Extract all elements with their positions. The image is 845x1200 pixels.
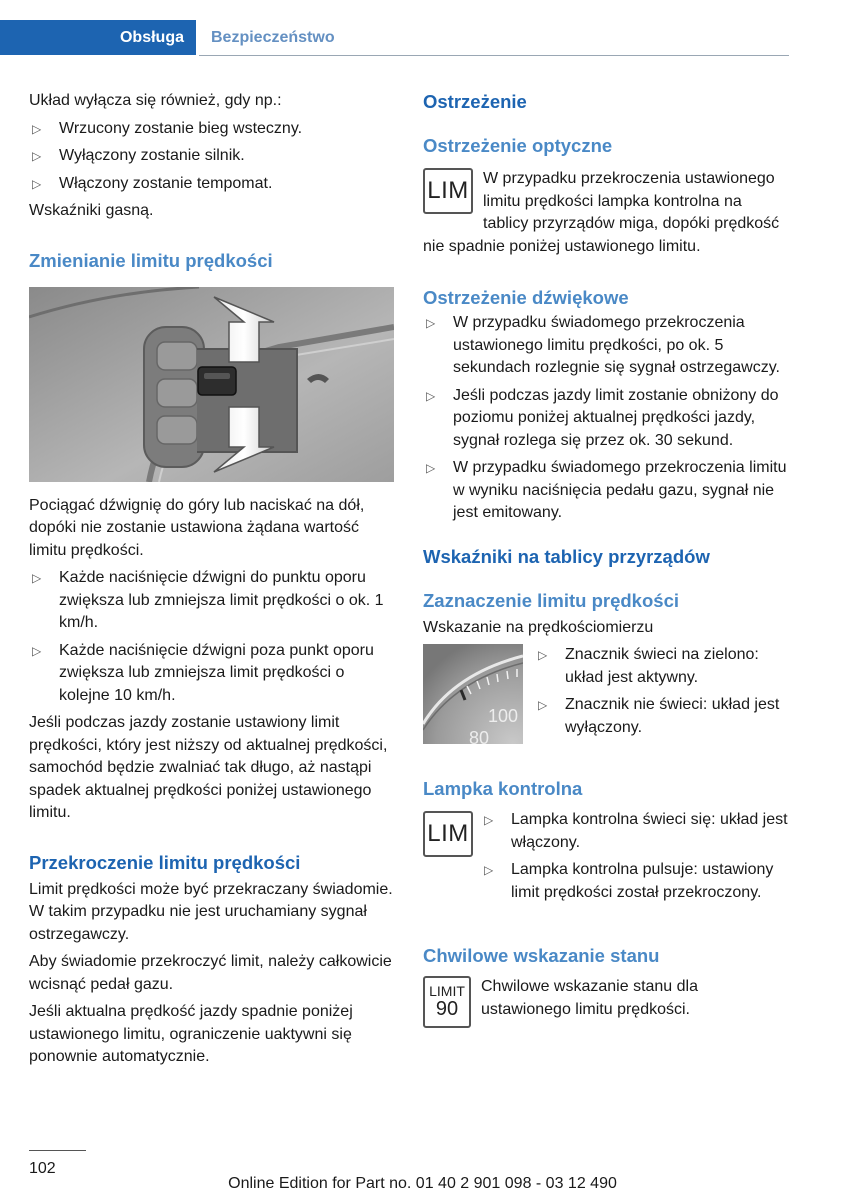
section-heading-warning: Ostrzeżenie xyxy=(423,91,527,112)
exceed-paragraph-3: Jeśli aktualna prędkość jazdy spadnie poniżej ustawionego limitu, ograniczenie uaktywni się ponownie automatycznie. xyxy=(29,1003,353,1065)
optical-text: W przypadku przekroczenia ustawionego limitu prędkości lampka kontrolna na tablicy przyrządów miga, dopóki prędkość nie spadnie poniżej ustawionego limitu. xyxy=(423,170,780,255)
list-item: ▷ Każde naciśnięcie dźwigni do punktu oporu zwiększa lub zmniejsza limit prędkości o ok. 1 km/h. xyxy=(29,567,394,635)
left-column xyxy=(29,90,394,1074)
lim-indicator-icon xyxy=(423,168,473,214)
list-item: ▷ Jeśli podczas jazdy limit zostanie obniżony do poziomu poniżej aktualnej prędkości jazdy, sygnał rozlega się przez ok. 30 sekund. xyxy=(423,385,788,453)
speedo-label-100: 100 xyxy=(488,706,519,726)
lim-icon-label: LIM xyxy=(427,176,469,204)
section-heading-exceed-limit: Przekroczenie limitu prędkości xyxy=(29,851,301,873)
list-item: ▷ Każde naciśnięcie dźwigni poza punkt oporu zwiększa lub zmniejsza limit prędkości o kolejne 10 km/h. xyxy=(29,640,394,708)
section-heading-change-limit: Zmienianie limitu prędkości xyxy=(29,249,273,271)
intro-list xyxy=(29,118,394,196)
exceed-paragraph-2: Aby świadomie przekroczyć limit, należy całkowicie wcisnąć pedał gazu. xyxy=(29,953,392,993)
limit-word: LIMIT xyxy=(429,983,465,1000)
list-item: ▷ Znacznik świeci na zielono: układ jest aktywny. xyxy=(535,644,788,689)
list-item: ▷ Lampka kontrolna pulsuje: ustawiony limit prędkości został przekroczony. xyxy=(481,859,788,904)
header-tab-bezpieczenstwo xyxy=(199,20,335,55)
list-item: ▷ Wyłączony zostanie silnik. xyxy=(29,145,394,168)
edition-note: Online Edition for Part no. 01 40 2 901 098 - 03 12 490 xyxy=(228,1175,617,1192)
header-rule xyxy=(199,55,789,56)
speedo-label-80: 80 xyxy=(469,728,490,744)
section-heading-optical: Ostrzeżenie optyczne xyxy=(423,135,613,156)
section-heading-lamp: Lampka kontrolna xyxy=(423,778,583,799)
limit-value: 90 xyxy=(435,997,459,1020)
header-tab-label: Obsługa xyxy=(119,28,184,46)
list-item: ▷ W przypadku świadomego przekroczenia limitu w wyniku naciśnięcia pedału gazu, sygnał nie jest emitowany. xyxy=(423,457,788,525)
footer-rule xyxy=(29,1150,86,1151)
steering-wheel-illustration xyxy=(29,287,394,482)
list-item: ▷ W przypadku świadomego przekroczenia ustawionego limitu prędkości, po ok. 5 sekundach rozlegnie się sygnał ostrzegawczy. xyxy=(423,312,788,380)
acoustic-list xyxy=(423,312,788,525)
section-heading-status: Chwilowe wskazanie stanu xyxy=(423,945,660,966)
list-item: ▷ Znacznik nie świeci: układ jest wyłączony. xyxy=(535,694,788,739)
change-paragraph: Pociągać dźwignię do góry lub naciskać na dół, dopóki nie zostanie ustawiona żądana wartość limitu prędkości. xyxy=(29,496,365,559)
section-heading-indicators: Wskaźniki na tablicy przyrządów xyxy=(423,545,710,567)
mark-list xyxy=(535,644,788,744)
list-item: ▷ Wrzucony zostanie bieg wsteczny. xyxy=(29,118,394,141)
list-item: ▷ Lampka kontrolna świeci się: układ jest włączony. xyxy=(481,809,788,854)
section-heading-acoustic: Ostrzeżenie dźwiękowe xyxy=(423,287,629,308)
section-heading-mark: Zaznaczenie limitu prędkości xyxy=(423,589,679,611)
header-tab-obsluga xyxy=(0,20,196,55)
lim-indicator-icon xyxy=(423,811,473,857)
status-block xyxy=(423,976,788,1028)
lamp-block xyxy=(423,809,788,914)
right-column xyxy=(423,90,788,1028)
mark-block xyxy=(423,644,788,749)
lim-icon-label: LIM xyxy=(427,819,469,847)
intro-text: Układ wyłącza się również, gdy np.: xyxy=(29,92,282,109)
optical-block xyxy=(423,168,788,258)
page-number: 102 xyxy=(29,1160,56,1177)
exceed-paragraph-1: Limit prędkości może być przekraczany świadomie. W takim przypadku nie jest uruchamiany sygnał ostrzegawczy. xyxy=(29,880,393,943)
lamp-list xyxy=(481,809,788,909)
list-item: ▷ Włączony zostanie tempomat. xyxy=(29,173,394,196)
change-paragraph-2: Jeśli podczas jazdy zostanie ustawiony limit prędkości, który jest niższy od aktualnej prędkości, samochód będzie zwalniać tak długo, aż nastąpi spadek aktualnej prędkości poniżej ustawionego limitu. xyxy=(29,714,388,821)
status-text: Chwilowe wskazanie stanu dla ustawionego limitu prędkości. xyxy=(481,978,698,1018)
speedometer-illustration xyxy=(423,644,523,744)
header-tab-label: Bezpieczeństwo xyxy=(211,28,335,46)
mark-intro: Wskazanie na prędkościomierzu xyxy=(423,618,654,636)
limit-90-icon xyxy=(423,976,471,1028)
change-list xyxy=(29,567,394,707)
lights-off-text: Wskaźniki gasną. xyxy=(29,202,154,219)
